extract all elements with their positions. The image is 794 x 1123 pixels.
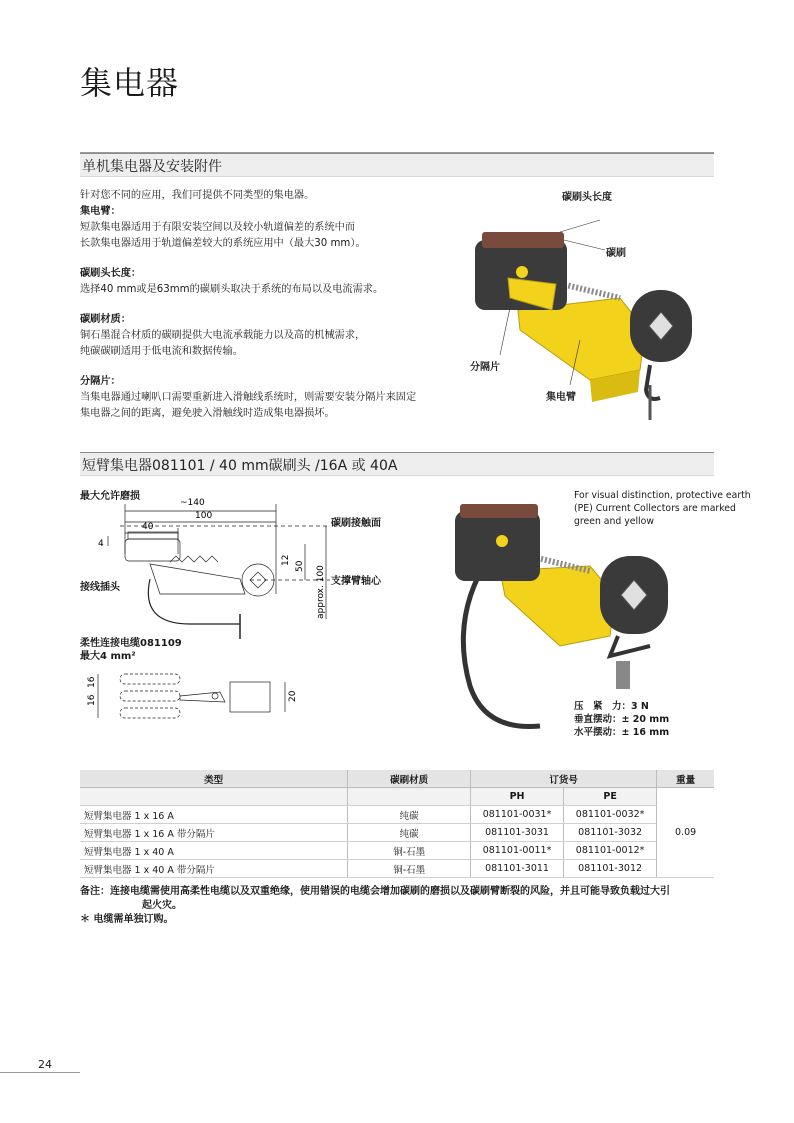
- section2-heading: 短臂集电器081101 / 40 mm碳刷头 /16A 或 40A: [82, 458, 398, 474]
- row1-pe: 081101-0032*: [564, 806, 657, 824]
- callout-line-brush: [564, 240, 605, 250]
- order-table: [80, 770, 714, 878]
- yellow-knob-2: [496, 535, 508, 547]
- plan-brush-3: [120, 708, 180, 718]
- arm-title: 集电臂：: [80, 206, 121, 217]
- max-wear-label: 最大允许磨损: [80, 491, 140, 502]
- dim-4-label: 4: [98, 539, 104, 549]
- pe-note-line3: green and yellow: [574, 516, 654, 527]
- pe-note: [574, 489, 754, 528]
- weight-cell: 0.09: [657, 788, 714, 878]
- drawing-brush-holder: [125, 539, 180, 561]
- contact-surface-label: 碳刷接触面: [331, 518, 381, 529]
- dim-approx100-label: approx. 100: [316, 565, 326, 619]
- section1-body: [80, 188, 460, 422]
- note1-line1: 备注：连接电缆需使用高柔性电缆以及双重绝缘，使用错误的电缆会增加碳刷的磨损以及碳刷臂断裂的风险，并且可能导致负载过大引: [80, 886, 670, 897]
- note2: ＊ 电缆需单独订购。: [80, 914, 174, 925]
- arm-line2: 长款集电器适用于轨道偏差较大的系统应用中（最大30 mm）。: [80, 238, 366, 249]
- table-row: [80, 842, 714, 860]
- arm-shape: [518, 298, 645, 380]
- plan-arm: [180, 692, 225, 702]
- callout-separator: 分隔片: [470, 362, 500, 373]
- drawing-cable: [148, 579, 240, 624]
- notes-block: [80, 885, 720, 927]
- header-material: 碳刷材质: [348, 770, 471, 788]
- plan-pivot: [212, 693, 218, 699]
- callout-line-brush-length: [560, 220, 600, 232]
- row4-type: 短臂集电器 1 x 40 A 带分隔片: [80, 860, 348, 878]
- clamp: [646, 365, 660, 399]
- row2-pe: 081101-3032: [564, 824, 657, 842]
- plan-housing: [230, 682, 270, 712]
- callout-arm: 集电臂: [546, 392, 576, 403]
- subheader-ph: PH: [471, 788, 564, 806]
- row4-material: 铜-石墨: [348, 860, 471, 878]
- dim-20-label: 20: [288, 690, 298, 702]
- header-type: 类型: [80, 770, 348, 788]
- page-number-rule: [0, 1072, 80, 1073]
- separator-line2: 集电器之间的距离，避免驶入滑触线时造成集电器损坏。: [80, 408, 335, 419]
- table-header-row: [80, 770, 714, 788]
- row3-pe: 081101-0012*: [564, 842, 657, 860]
- separator-line1: 当集电器通过喇叭口需要重新进入滑触线系统时，则需要安装分隔片来固定: [80, 392, 417, 403]
- row2-type: 短臂集电器 1 x 16 A 带分隔片: [80, 824, 348, 842]
- callout-brush-head-length: 碳刷头长度: [562, 192, 612, 203]
- intro-text: 针对您不同的应用，我们可提供不同类型的集电器。: [80, 190, 315, 201]
- row3-ph: 081101-0011*: [471, 842, 564, 860]
- material-line1: 铜石墨混合材质的碳刷提供大电流承载能力以及高的机械需求，: [80, 330, 366, 341]
- section1-heading: 单机集电器及安装附件: [82, 159, 222, 175]
- brush-length-title: 碳刷头长度：: [80, 268, 142, 279]
- pe-note-line1: For visual distinction, protective earth: [574, 490, 751, 501]
- row4-pe: 081101-3012: [564, 860, 657, 878]
- brush-holder-body-2: [455, 511, 540, 581]
- dim-100-label: 100: [195, 511, 213, 521]
- page-title: 集电器: [80, 64, 180, 102]
- spec-horizontal: 水平摆动：± 16 mm: [574, 727, 670, 738]
- row2-ph: 081101-3031: [471, 824, 564, 842]
- spec-vertical: 垂直摆动：± 20 mm: [574, 714, 670, 725]
- note1-line2: 起火灾。: [142, 900, 182, 911]
- subheader-pe: PE: [564, 788, 657, 806]
- yellow-knob: [516, 266, 528, 278]
- header-order: 订货号: [471, 770, 657, 788]
- brush-length-text: 选择40 mm或是63mm的碳刷头取决于系统的布局以及电流需求。: [80, 284, 384, 295]
- row3-material: 铜-石墨: [348, 842, 471, 860]
- plan-brush-2: [120, 691, 180, 701]
- material-title: 碳刷材质：: [80, 314, 131, 325]
- plan-brush-1: [120, 674, 180, 684]
- collector-image-1: [460, 180, 720, 430]
- row1-material: 纯碳: [348, 806, 471, 824]
- dim-16a-label: 16: [87, 694, 97, 706]
- arm-line1: 短款集电器适用于有限安装空间以及较小轨道偏差的系统中而: [80, 222, 356, 233]
- dim-140-label: ~140: [180, 498, 205, 508]
- dim-12-label: 12: [281, 554, 291, 566]
- drawing-arm: [150, 564, 245, 594]
- dim-40-label: 40: [142, 522, 154, 532]
- cable-label-block: [80, 637, 182, 663]
- row1-type: 短臂集电器 1 x 16 A: [80, 806, 348, 824]
- pivot-label: 支撑臂轴心: [331, 576, 381, 587]
- row2-material: 纯碳: [348, 824, 471, 842]
- header-weight: 重量: [657, 770, 714, 788]
- callout-brush: 碳刷: [606, 248, 626, 259]
- row4-ph: 081101-3011: [471, 860, 564, 878]
- clamp-2: [610, 636, 650, 656]
- row1-ph: 081101-0031*: [471, 806, 564, 824]
- dim-50-label: 50: [295, 560, 305, 572]
- row3-type: 短臂集电器 1 x 40 A: [80, 842, 348, 860]
- table-row: [80, 824, 714, 842]
- table-subheader-row: [80, 788, 714, 806]
- separator-title: 分隔片：: [80, 376, 121, 387]
- table-row: [80, 806, 714, 824]
- material-line2: 纯碳碳刷适用于低电流和数据传输。: [80, 346, 243, 357]
- page-number: 24: [38, 1058, 52, 1071]
- spec-force: 压 紧 力：3 N: [574, 701, 649, 712]
- bolt-2: [616, 661, 630, 689]
- table-row: [80, 860, 714, 878]
- terminal-label: 接线插头: [80, 582, 120, 593]
- cable-label: 柔性连接电缆081109: [80, 638, 182, 649]
- dim-16b-label: 16: [87, 676, 97, 688]
- spec-list: [574, 700, 704, 739]
- brush-head: [482, 232, 564, 248]
- cable-max-label: 最大4 mm²: [80, 651, 136, 662]
- brush-head-2: [460, 504, 538, 518]
- pe-note-line2: (PE) Current Collectors are marked: [574, 503, 736, 514]
